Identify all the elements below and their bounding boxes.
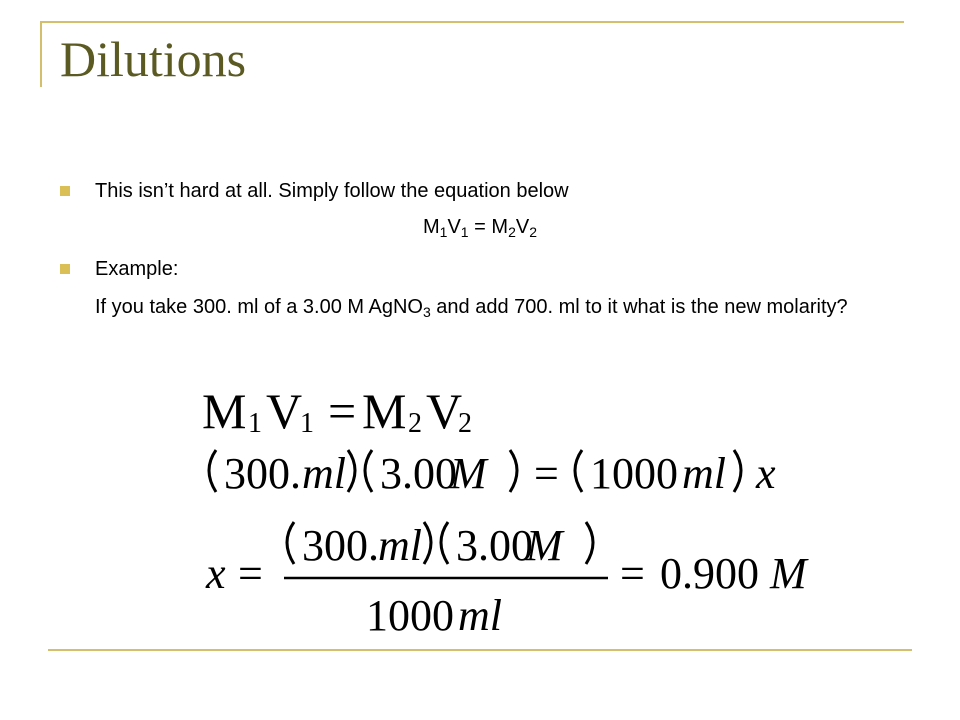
- svg-text:300.: 300.: [224, 449, 301, 498]
- svg-text:M: M: [770, 549, 807, 598]
- top-rule: [40, 21, 904, 23]
- svg-text:=: =: [534, 449, 559, 498]
- svg-text:1: 1: [248, 408, 262, 439]
- paren-open: [441, 522, 448, 564]
- svg-text:2: 2: [458, 408, 472, 439]
- bullet-square-icon: [60, 264, 70, 274]
- bullet-square-icon: [60, 186, 70, 196]
- math-line-3: [205, 521, 809, 640]
- paren-close: [734, 450, 741, 492]
- svg-text:ml: ml: [302, 449, 346, 498]
- math-line-1: [202, 383, 472, 439]
- svg-text:M: M: [450, 449, 487, 498]
- svg-text:ml: ml: [458, 591, 502, 640]
- svg-text:ml: ml: [682, 449, 726, 498]
- svg-text:x: x: [756, 449, 776, 498]
- svg-text:1000: 1000: [366, 591, 454, 640]
- paren-close: [510, 450, 517, 492]
- dilution-equation: $M_1V_1 = M_2V_2$: [422, 216, 537, 240]
- slide-title: Dilutions: [60, 31, 247, 87]
- svg-text:M: M: [362, 383, 407, 439]
- paren-open: [365, 450, 372, 492]
- paren-close: [424, 522, 431, 564]
- bullet-text-1: This isn’t hard at all. Simply follow the equation below: [95, 180, 569, 202]
- svg-text:0.900: 0.900: [660, 549, 759, 598]
- svg-text:=: =: [620, 549, 645, 598]
- svg-text:2: 2: [408, 408, 422, 439]
- svg-text:V: V: [266, 383, 303, 439]
- paren-open: [209, 450, 216, 492]
- svg-text:=: =: [328, 383, 357, 439]
- svg-text:1: 1: [300, 408, 314, 439]
- paren-close: [348, 450, 355, 492]
- svg-text:300.: 300.: [302, 521, 379, 570]
- paren-open: [287, 522, 294, 564]
- left-rule: [40, 21, 42, 87]
- paren-close: [586, 522, 593, 564]
- bullet-text-2: Example:: [95, 258, 179, 280]
- svg-text:3.00: 3.00: [456, 521, 533, 570]
- paren-open: [575, 450, 582, 492]
- example-text: If you take 300. ml of a 3.00 M AgNO$_3$ and add 700. ml to it what is the new molarity?: [95, 296, 848, 320]
- svg-text:M: M: [526, 521, 563, 570]
- svg-text:V: V: [426, 383, 463, 439]
- svg-text:M: M: [202, 383, 247, 439]
- worked-solution: [190, 370, 850, 650]
- math-line-2: [209, 449, 776, 498]
- svg-text:ml: ml: [378, 521, 422, 570]
- svg-text:1000: 1000: [590, 449, 678, 498]
- svg-text:=: =: [238, 549, 263, 598]
- svg-text:x: x: [206, 549, 226, 598]
- svg-text:3.00: 3.00: [380, 449, 457, 498]
